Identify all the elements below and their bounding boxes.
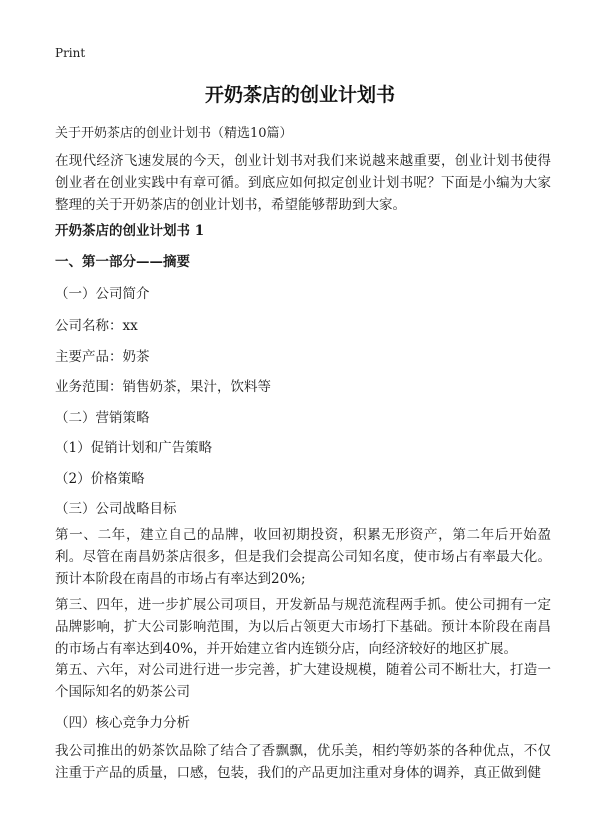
subtitle: 关于开奶茶店的创业计划书（精选10篇） [55, 126, 293, 141]
company-name: 公司名称：xx [55, 318, 138, 334]
business-scope: 业务范围：销售奶茶，果汁，饮料等 [55, 379, 271, 395]
part-heading: 一、第一部分——摘要 [55, 254, 190, 270]
goal-paragraph-2: 第三、四年，进一步扩展公司项目，开发新品与规范流程两手抓。使公司拥有一定品牌影响，扩大公司影响范围，为以后占领更大市场打下基础。预计本阶段在南昌的市场占有率达到40%，并开始建立省内连锁分店，向经济较好的地区扩展。 [55, 597, 551, 657]
competitiveness-heading: （四）核心竞争力分析 [55, 715, 190, 731]
goal-paragraph-3: 第五、六年，对公司进行进一步完善，扩大建设规模，随着公司不断壮大，打造一个国际知名的奶茶公司 [55, 662, 551, 700]
print-link[interactable]: Print [55, 46, 86, 60]
page-title: 开奶茶店的创业计划书 [204, 84, 395, 106]
marketing-heading: （二）营销策略 [55, 410, 150, 426]
main-product: 主要产品：奶茶 [55, 349, 150, 365]
goals-heading: （三）公司战略目标 [55, 501, 177, 517]
competitiveness-paragraph: 我公司推出的奶茶饮品除了结合了香飘飘，优乐美，相约等奶茶的各种优点，不仅注重于产品的质量，口感，包装，我们的产品更加注重对身体的调养，真正做到健 [55, 743, 551, 781]
promotion-heading: （1）促销计划和广告策略 [55, 440, 213, 456]
section-heading: 开奶茶店的创业计划书 1 [55, 223, 205, 239]
goal-paragraph-1: 第一、二年，建立自己的品牌，收回初期投资，积累无形资产，第二年后开始盈利。尽管在南昌奶茶店很多，但是我们会提高公司知名度，使市场占有率最大化。预计本阶段在南昌的市场占有率达到20%; [55, 527, 551, 587]
pricing-heading: （2）价格策略 [55, 471, 145, 487]
intro-paragraph: 在现代经济飞速发展的今天，创业计划书对我们来说越来越重要，创业计划书使得创业者在创业实践中有章可循。到底应如何拟定创业计划书呢？下面是小编为大家整理的关于开奶茶店的创业计划书，希望能够帮助到大家。 [55, 153, 551, 213]
company-intro-heading: （一）公司简介 [55, 286, 150, 302]
